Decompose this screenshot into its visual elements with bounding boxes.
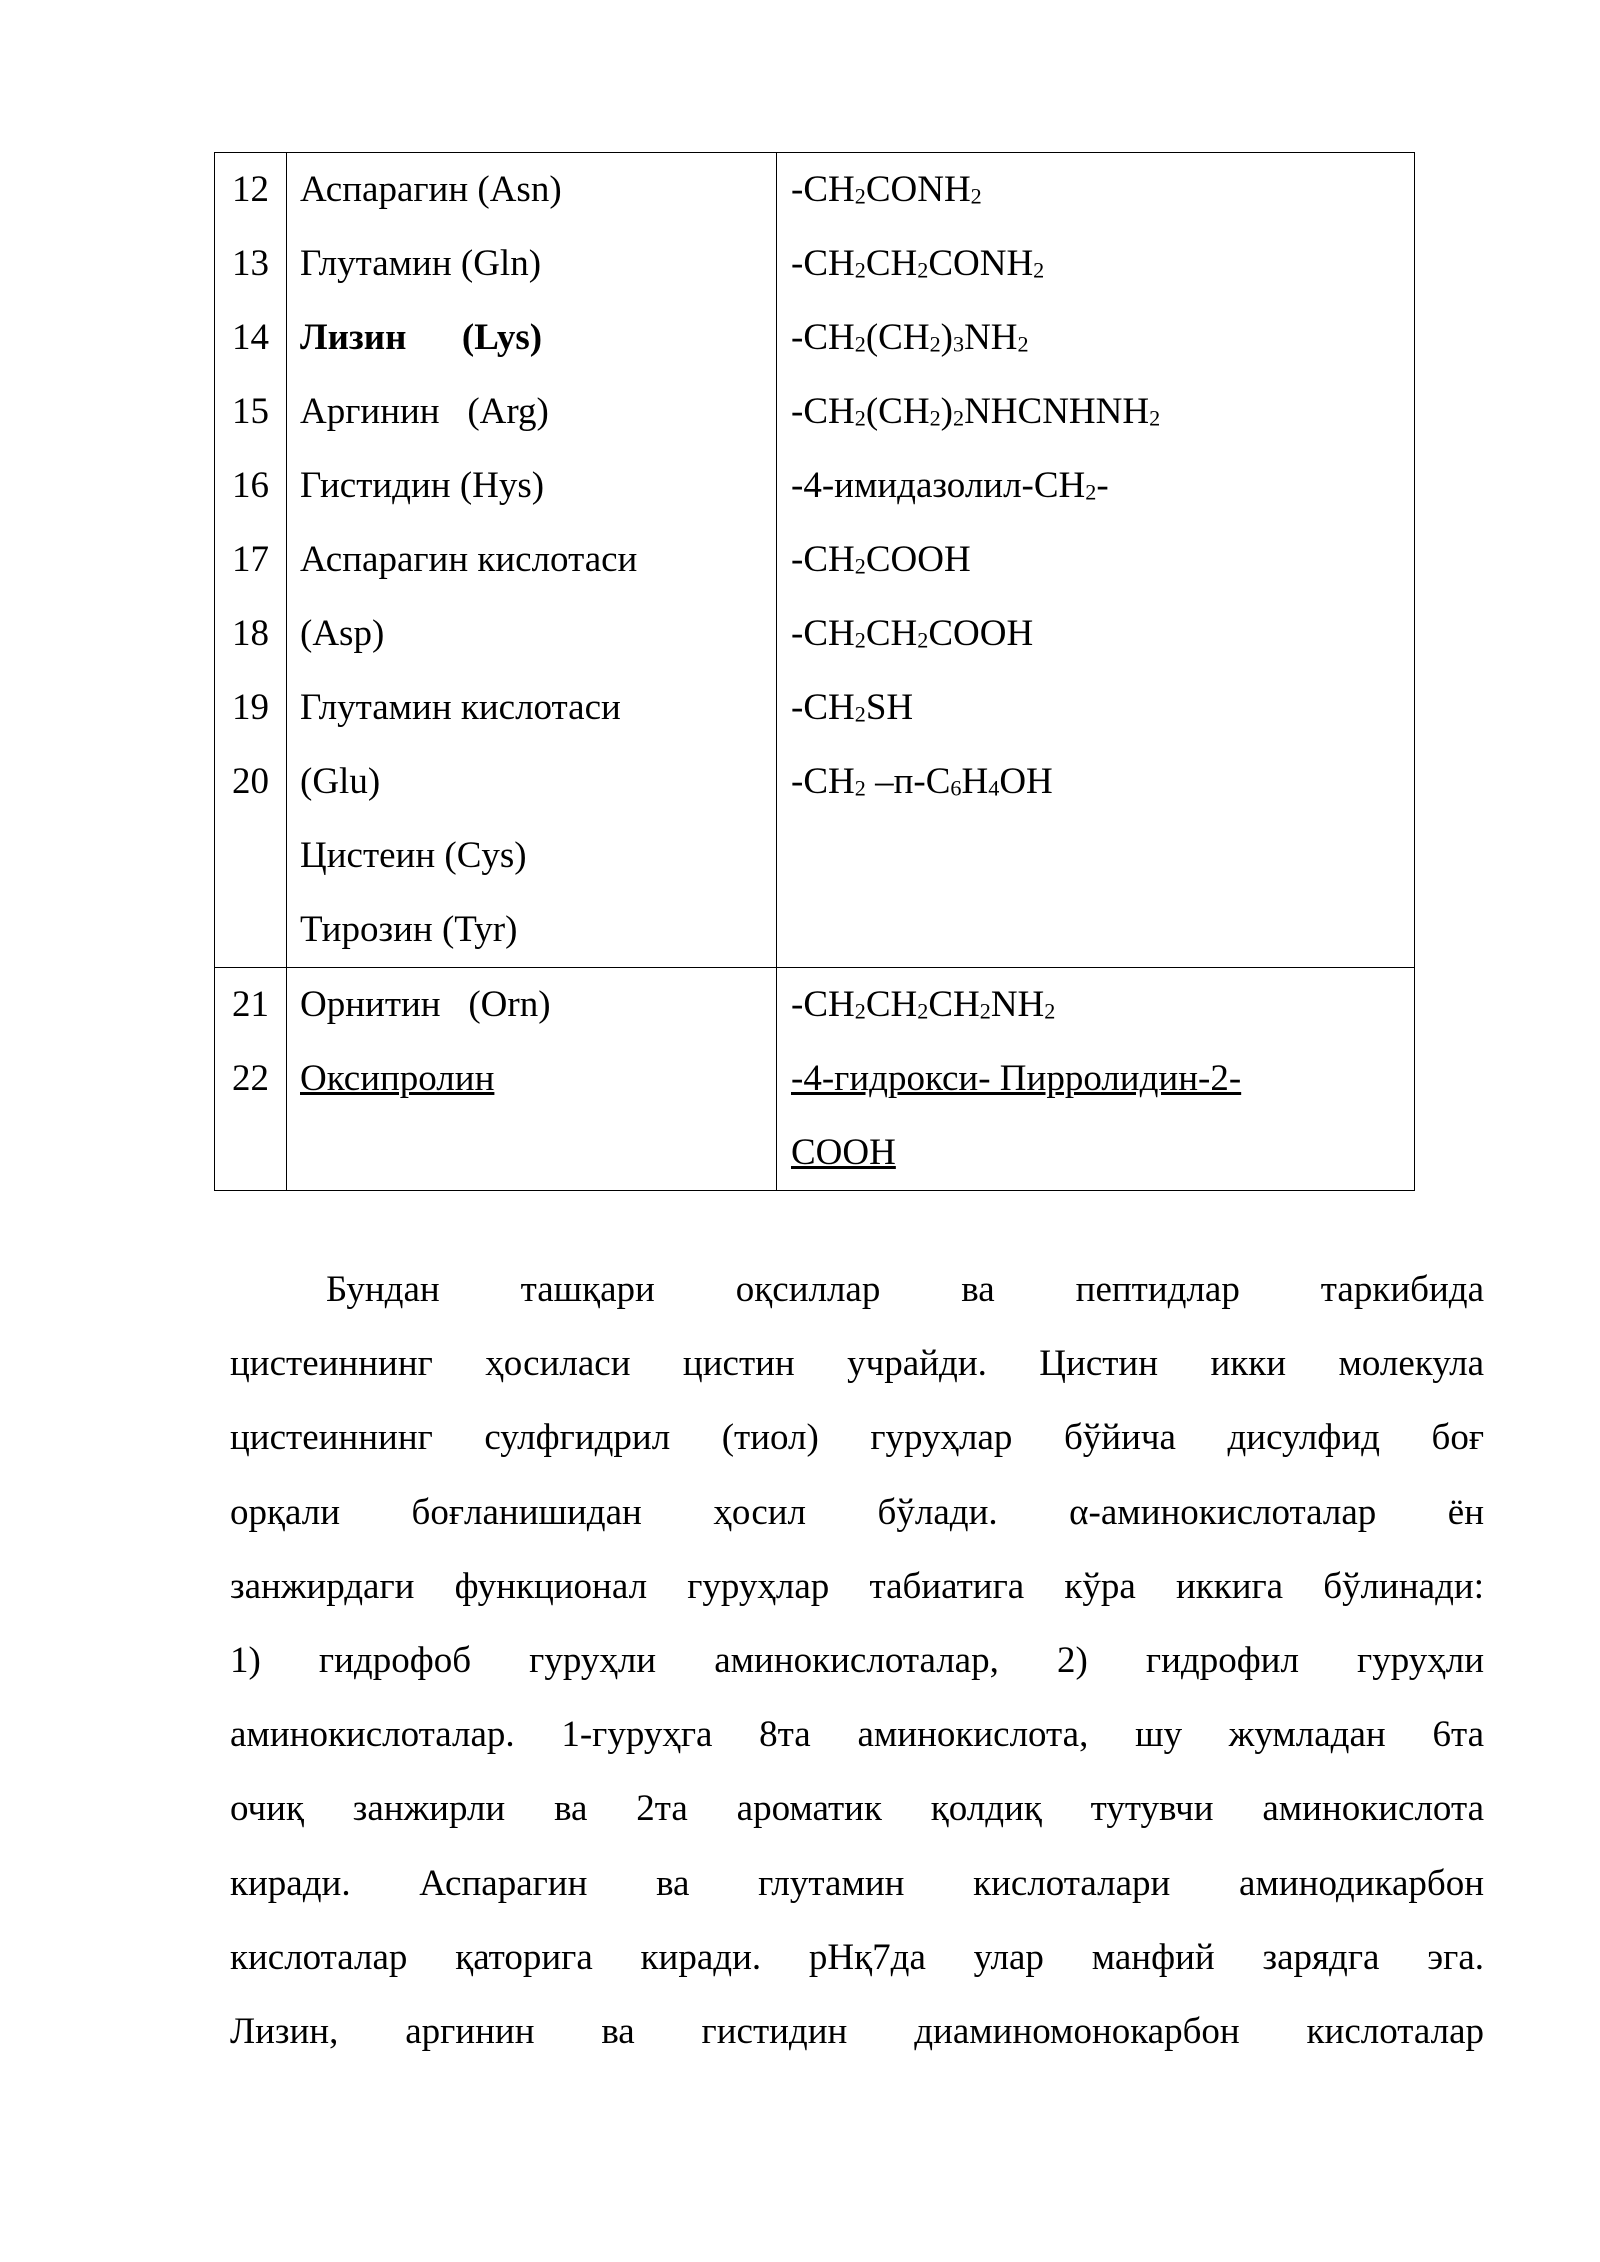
row-number: 22 bbox=[232, 1058, 269, 1099]
amino-acid-name: Глутамин кислотаси bbox=[300, 687, 621, 728]
amino-acid-name: Аргинин (Arg) bbox=[300, 391, 549, 432]
row-number: 19 bbox=[232, 687, 269, 728]
table-row bbox=[215, 153, 1415, 968]
side-chain-formula: $-CH_2(CH_2)_3NH_2$ bbox=[791, 317, 1029, 358]
side-chain-formula: $-4-имидазолил-CH_2-$ bbox=[791, 465, 1109, 506]
side-chain-formula: -4-гидрокси- Пирролидин-2- bbox=[791, 1058, 1242, 1099]
paragraph-line: кислоталар қаторига киради. рНқ7да улар манфий зарядга эга. bbox=[230, 1936, 1484, 1978]
formula-cell bbox=[777, 968, 1415, 1191]
row-number: 21 bbox=[232, 984, 269, 1025]
name-cell bbox=[287, 153, 777, 968]
amino-acid-name: Цистеин (Cys) bbox=[300, 835, 527, 876]
amino-acid-name: Тирозин (Tyr) bbox=[300, 909, 518, 950]
row-number: 12 bbox=[232, 169, 269, 210]
amino-acid-name: Орнитин (Orn) bbox=[300, 984, 551, 1025]
side-chain-formula: $-CH_2CH_2COOH$ bbox=[791, 613, 1034, 654]
paragraph-line: орқали боғланишидан ҳосил бўлади. α-аминокислоталар ён bbox=[230, 1491, 1484, 1533]
paragraph-line: 1) гидрофоб гуруҳли аминокислоталар, 2) гидрофил гуруҳли bbox=[230, 1640, 1484, 1682]
side-chain-formula: $-CH_2CONH_2$ bbox=[791, 169, 982, 210]
amino-acid-table bbox=[214, 152, 1415, 1191]
paragraph-line: очиқ занжирли ва 2та ароматик қолдиқ тутувчи аминокислота bbox=[230, 1788, 1484, 1830]
paragraph-line: цистеиннинг сулфгидрил (тиол) гуруҳлар бўйича дисулфид боғ bbox=[230, 1417, 1484, 1459]
formula-cell bbox=[777, 153, 1415, 968]
row-number: 17 bbox=[232, 539, 269, 580]
number-cell bbox=[215, 153, 287, 968]
row-number: 15 bbox=[232, 391, 269, 432]
side-chain-formula-continued: COOH bbox=[791, 1132, 896, 1173]
row-number: 20 bbox=[232, 761, 269, 802]
row-number: 13 bbox=[232, 243, 269, 284]
side-chain-formula: $-CH_2SH$ bbox=[791, 687, 914, 728]
table-row bbox=[215, 968, 1415, 1191]
amino-acid-name: Аспарагин (Asn) bbox=[300, 169, 562, 210]
number-cell bbox=[215, 968, 287, 1191]
body-paragraph bbox=[230, 1253, 1484, 2069]
side-chain-formula: $-CH_2$ $-п-C_6H_4OH$ bbox=[791, 761, 1053, 802]
amino-acid-name: Аспарагин кислотаси bbox=[300, 539, 638, 580]
amino-acid-name: Глутамин (Gln) bbox=[300, 243, 542, 284]
amino-acid-name: Оксипролин bbox=[300, 1058, 495, 1099]
name-cell bbox=[287, 968, 777, 1191]
paragraph-line: цистеиннинг ҳосиласи цистин учрайди. Цистин икки молекула bbox=[230, 1343, 1484, 1385]
side-chain-formula: $-CH_2CH_2CONH_2$ bbox=[791, 243, 1045, 284]
paragraph-line: Лизин, аргинин ва гистидин диаминомонокарбон кислоталар bbox=[230, 2011, 1484, 2053]
side-chain-formula: $-CH_2COOH$ bbox=[791, 539, 971, 580]
amino-acid-name: (Asp) bbox=[300, 613, 385, 654]
paragraph-line: занжирдаги функционал гуруҳлар табиатига кўра иккига бўлинади: bbox=[230, 1565, 1484, 1607]
side-chain-formula: $-CH_2CH_2CH_2NH_2$ bbox=[791, 984, 1056, 1025]
paragraph-line: киради. Аспарагин ва глутамин кислоталари аминодикарбон bbox=[230, 1862, 1484, 1904]
paragraph-line: Бундан ташқари оқсиллар ва пептидлар таркибида bbox=[326, 1269, 1484, 1310]
row-number: 18 bbox=[232, 613, 269, 654]
row-number: 16 bbox=[232, 465, 269, 506]
amino-acid-name: (Glu) bbox=[300, 761, 381, 802]
side-chain-formula: $-CH_2(CH_2)_2NHCNHNH_2$ bbox=[791, 391, 1161, 432]
amino-acid-name: Лизин (Lys) bbox=[300, 317, 543, 358]
paragraph-line: аминокислоталар. 1-гуруҳга 8та аминокислота, шу жумладан 6та bbox=[230, 1714, 1484, 1756]
row-number: 14 bbox=[232, 317, 269, 358]
amino-acid-name: Гистидин (Hys) bbox=[300, 465, 545, 506]
